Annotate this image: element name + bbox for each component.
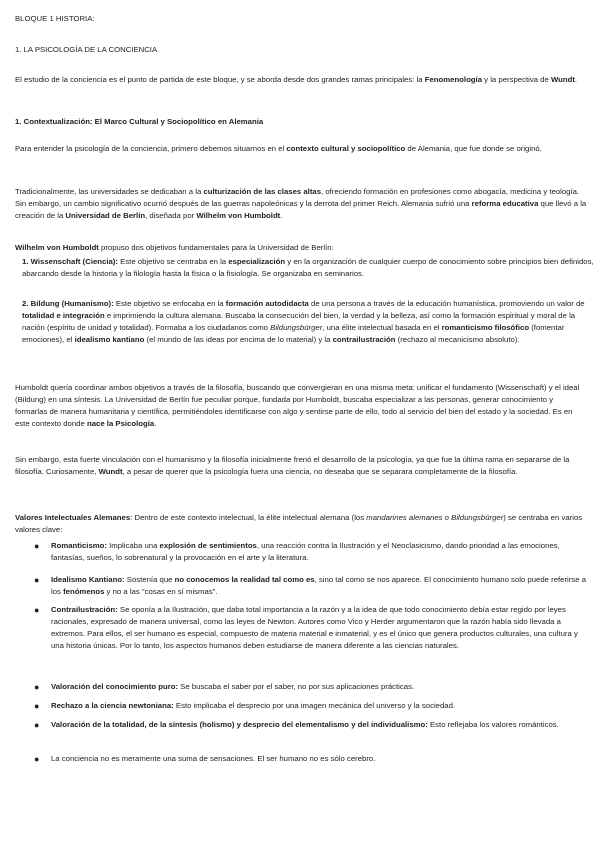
bullet-icon: ●	[34, 754, 40, 764]
list-item: ● Idealismo Kantiano: Sostenía que no conocemos la realidad tal como es, sino tal como se nos aparece. El conocimiento humano solo puede referirse a los fenómenos y no a las "cosas en sí mismas".	[34, 575, 587, 596]
section-title: 1. LA PSICOLOGÍA DE LA CONCIENCIA	[15, 45, 158, 54]
bullet-icon: ●	[34, 682, 40, 692]
objective-wissenschaft: 1. Wissenschaft (Ciencia): Este objetivo se centraba en la especialización y en la organización de cualquier cuerpo de conocimiento sobre principios bien definidos, abarcando desde la historia y la filología hasta la física o la fisiología. Se organizaba en seminarios.	[22, 257, 594, 278]
list-item: ● Romanticismo: Implicaba una explosión de sentimientos, una reacción contra la Ilustración y el Neoclasicismo, dando prioridad a las emociones, fantasías, sueños, lo sobrenatural y la provocación en el arte y la literatura.	[34, 541, 560, 562]
context-paragraph-2: Tradicionalmente, las universidades se dedicaban a la culturización de las clases altas, ofreciendo formación en profesiones como abogacía, medicina y teología. Sin embargo, un cambio significativo ocurrió después de las guerras napoleónicas y la derrota del primer Reich. Alemania sufrió una reforma educativa que llevó a la creación de la Universidad de Berlín, diseñada por Wilhelm von Humboldt.	[15, 187, 587, 220]
bullet-icon: ●	[34, 701, 40, 711]
list-item: ● Contrailustración: Se oponía a la Ilustración, que daba total importancia a la razón y a la idea de que todo conocimiento debía estar regido por leyes racionales, expresado de manera universal, como las leyes de Newton. Autores como Vico y Herder argumentaron que la razón había sido llevada a extremos. Para ellos, el ser humano es especial, compuesto de materia material e inmaterial, y es el único que genera productos culturales, una cultura y una historia únicas. Por lo tanto, los aspectos humanos deben estudiarse de manera diferente a las ciencias naturales.	[34, 605, 578, 650]
context-heading: 1. Contextualización: El Marco Cultural y Sociopolítico en Alemania	[15, 117, 264, 126]
objective-bildung: 2. Bildung (Humanismo): Este objetivo se enfocaba en la formación autodidacta de una persona a través de la educación humanística, promoviendo un valor de totalidad e integración e imprimiendo la cultura alemana. Buscaba la consecución del bien, la verdad y la belleza, así como la formación espiritual y moral de la nación (espíritu de unidad y totalidad). Formaba a los ciudadanos como Bildungsbürger, una élite intelectual basada en el romanticismo filosófico (fomentar emociones), el idealismo kantiano (el mundo de las ideas por encima de lo material) y la contrailustración (rechazo al mecanicismo absoluto).	[22, 299, 585, 344]
block-title: BLOQUE 1 HISTORIA:	[15, 14, 95, 23]
bullet-icon: ●	[34, 720, 40, 730]
context-paragraph-wundt: Sin embargo, esta fuerte vinculación con el humanismo y la filosofía inicialmente frenó el desarrollo de la psicología, ya que fue la última rama en separarse de la filosofía. Curiosamente, Wundt, a pesar de querer que la psicología fuera una ciencia, no deseaba que se separara completamente de la filosofía.	[15, 455, 570, 476]
humboldt-objectives-intro: Wilhelm von Humboldt propuso dos objetivos fundamentales para la Universidad de Berlín:	[15, 243, 334, 252]
list-item: ● Rechazo a la ciencia newtoniana: Esto implicaba el desprecio por una imagen mecánica del universo y la sociedad.	[34, 701, 456, 711]
bullet-icon: ●	[34, 541, 40, 551]
intro-paragraph: El estudio de la conciencia es el punto de partida de este bloque, y se aborda desde dos grandes ramas principales: la Fenomenología y la perspectiva de Wundt.	[15, 75, 578, 84]
bullet-icon: ●	[34, 575, 40, 585]
list-item: ● Valoración del conocimiento puro: Se buscaba el saber por el saber, no por sus aplicaciones prácticas.	[34, 682, 415, 692]
context-paragraph-1: Para entender la psicología de la conciencia, primero debemos situarnos en el contexto cultural y sociopolítico de Alemania, que fue donde se originó.	[15, 144, 542, 153]
context-paragraph-humboldt: Humboldt quería coordinar ambos objetivos a través de la filosofía, buscando que convergieran en una misma meta: unificar el fundamento (Wissenschaft) y el ideal (Bildung) en una síntesis. La Universidad de Berlín fue peculiar porque, fundada por Humboldt, buscaba especializar a las personas, generar conocimiento y formarlas de manera humanitaria y científica, permitiéndoles identificarse con algo y sentirse parte de ello, todo al servicio del bien del estado y la sociedad. Es en este contexto donde nace la Psicología.	[15, 383, 580, 428]
list-item: ● Valoración de la totalidad, de la síntesis (holismo) y desprecio del elementalismo y del individualismo: Esto reflejaba los valores románticos.	[34, 720, 559, 730]
values-intro: Valores Intelectuales Alemanes: Dentro de este contexto intelectual, la élite intelectual alemana (los mandarines alemanes o Bildungsbürger) se centraba en varios valores clave:	[15, 513, 583, 534]
list-item: ● La conciencia no es meramente una suma de sensaciones. El ser humano no es sólo cerebro.	[34, 754, 376, 764]
bullet-icon: ●	[34, 605, 40, 615]
